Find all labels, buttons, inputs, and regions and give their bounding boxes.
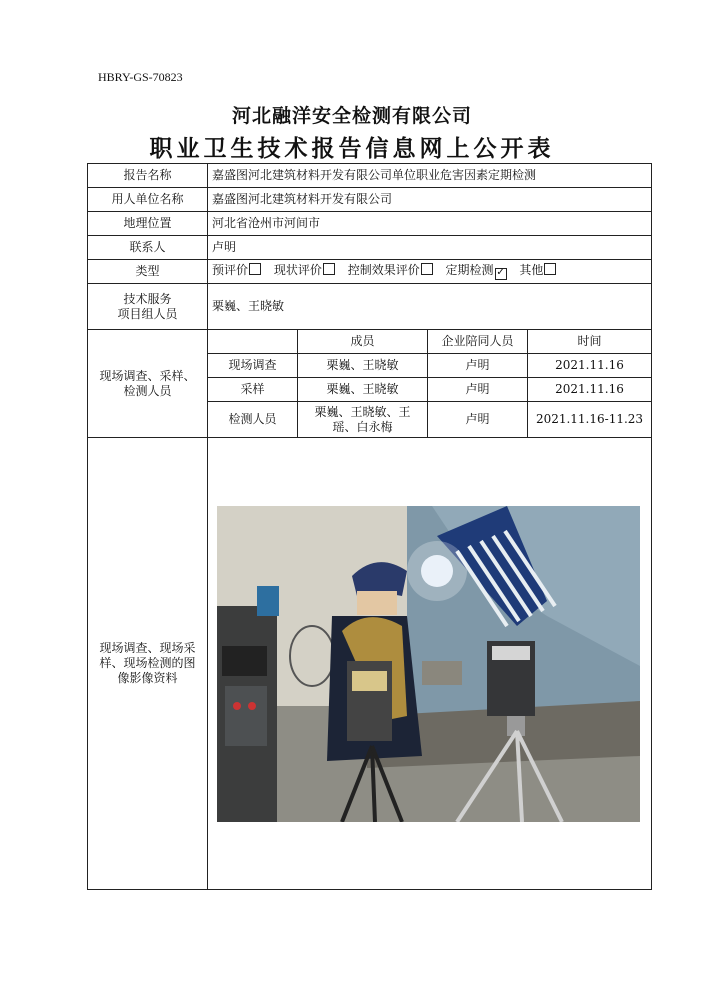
type-options [208, 260, 652, 284]
escort-cell: 卢明 [428, 402, 528, 438]
header-escort: 企业陪同人员 [428, 330, 528, 354]
staff-header-blank [208, 330, 298, 354]
disclosure-table [87, 163, 652, 890]
staff-label-line1: 现场调查、采样、 [99, 368, 196, 383]
escort-cell: 卢明 [428, 354, 528, 378]
team-label-line1: 技术服务 [123, 291, 172, 306]
type-option-status-evaluation [274, 263, 335, 277]
role-cell: 现场调查 [208, 354, 298, 378]
contact-value: 卢明 [208, 236, 652, 260]
team-label [88, 284, 208, 330]
time-cell: 2021.11.16-11.23 [528, 402, 652, 438]
option-label: 定期检测 [445, 263, 494, 277]
row-report-name [88, 164, 652, 188]
type-label: 类型 [88, 260, 208, 284]
report-name-value: 嘉盛图河北建筑材料开发有限公司单位职业危害因素定期检测 [208, 164, 652, 188]
staff-header-row [88, 330, 652, 354]
role-cell: 采样 [208, 378, 298, 402]
document-code: HBRY-GS-70823 [98, 70, 183, 84]
team-value: 栗巍、王晓敏 [208, 284, 652, 330]
site-photo-illustration [217, 506, 640, 822]
members-cell: 栗巍、王晓敏 [298, 354, 428, 378]
row-images [88, 438, 652, 890]
escort-cell: 卢明 [428, 378, 528, 402]
staff-label-line2: 检测人员 [123, 383, 172, 398]
time-cell: 2021.11.16 [528, 378, 652, 402]
option-label: 其他 [519, 263, 544, 277]
images-label-line3: 像影像资料 [117, 671, 178, 685]
members-cell: 栗巍、王晓敏 [298, 378, 428, 402]
option-label: 现状评价 [273, 263, 322, 277]
type-option-other [519, 263, 556, 277]
option-label: 控制效果评价 [347, 263, 420, 277]
staff-label [88, 330, 208, 438]
header-time: 时间 [528, 330, 652, 354]
contact-label: 联系人 [88, 236, 208, 260]
checkbox-icon [421, 263, 433, 275]
members-line2: 瑶、白永梅 [332, 419, 393, 434]
members-line1: 栗巍、王晓敏、王 [314, 404, 411, 419]
checkbox-icon [544, 263, 556, 275]
checkbox-icon [249, 263, 261, 275]
checkbox-icon [323, 263, 335, 275]
location-value: 河北省沧州市河间市 [208, 212, 652, 236]
report-name-label: 报告名称 [88, 164, 208, 188]
site-photo [217, 506, 640, 822]
members-cell [298, 402, 428, 438]
employer-value: 嘉盛图河北建筑材料开发有限公司 [208, 188, 652, 212]
images-label-line1: 现场调查、现场采 [99, 641, 196, 655]
type-option-control-evaluation [348, 263, 433, 277]
row-contact [88, 236, 652, 260]
employer-label: 用人单位名称 [88, 188, 208, 212]
page-title: 职业卫生技术报告信息网上公开表 [149, 135, 555, 162]
header-members: 成员 [298, 330, 428, 354]
location-label: 地理位置 [88, 212, 208, 236]
team-label-line2: 项目组人员 [117, 306, 178, 321]
time-cell: 2021.11.16 [528, 354, 652, 378]
type-option-periodic-testing [446, 263, 507, 277]
type-option-pre-evaluation [212, 263, 261, 277]
row-employer [88, 188, 652, 212]
checkbox-checked-icon: ✓ [496, 267, 505, 278]
role-cell: 检测人员 [208, 402, 298, 438]
row-team [88, 284, 652, 330]
row-type [88, 260, 652, 284]
images-label [88, 438, 208, 890]
row-location [88, 212, 652, 236]
company-name: 河北融洋安全检测有限公司 [231, 105, 472, 127]
option-label: 预评价 [212, 263, 249, 277]
images-cell [208, 438, 652, 890]
images-label-line2: 样、现场检测的图 [99, 656, 196, 670]
